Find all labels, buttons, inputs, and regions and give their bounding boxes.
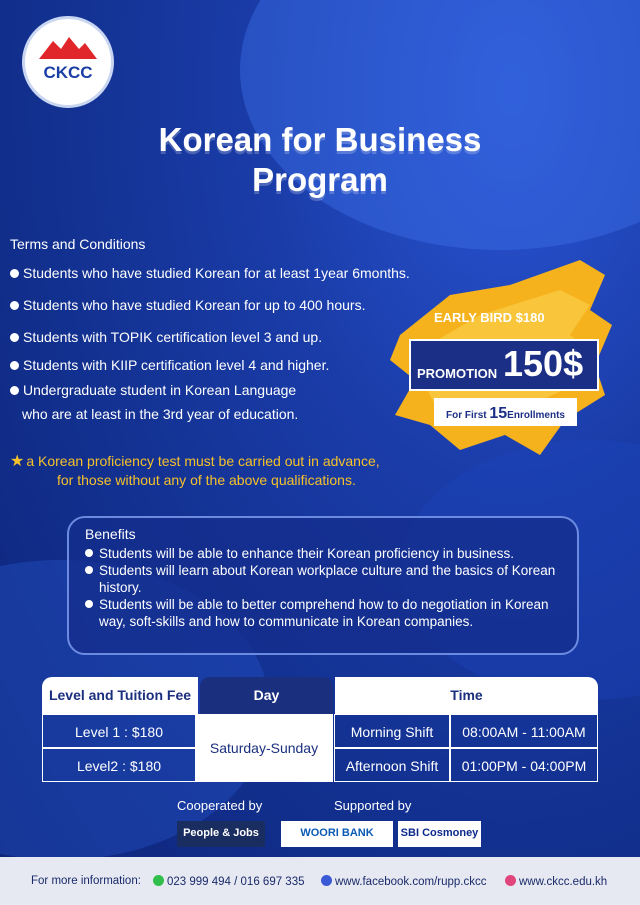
- early-bird-price: EARLY BIRD $180: [434, 310, 545, 325]
- table-header-time: Time: [335, 677, 598, 715]
- people-jobs-logo: People & Jobs: [177, 821, 265, 847]
- term-item-continuation: who are at least in the 3rd year of education.: [22, 406, 299, 422]
- footer-website-link[interactable]: www.ckcc.edu.kh: [505, 875, 607, 888]
- table-header-level: Level and Tuition Fee: [42, 677, 198, 715]
- table-cell-time: 01:00PM - 04:00PM: [450, 748, 598, 782]
- title-line-1: Korean for Business: [158, 121, 482, 158]
- term-item: Undergraduate student in Korean Language: [10, 382, 296, 398]
- table-cell-shift: Afternoon Shift: [334, 748, 450, 782]
- page-title: [0, 120, 640, 200]
- promotion-price: 150$: [503, 343, 584, 384]
- footer-label: For more information:: [31, 875, 141, 887]
- bullet-icon: [10, 301, 19, 310]
- bullet-icon: [10, 361, 19, 370]
- bullet-icon: [10, 333, 19, 342]
- logo-emblem-icon: [39, 37, 97, 59]
- table-cell-day: Saturday-Sunday: [195, 714, 333, 782]
- ckcc-logo: [22, 16, 114, 108]
- footer-phone: 023 999 494 / 016 697 335: [153, 875, 305, 888]
- bullet-icon: [85, 600, 93, 608]
- logo-text: CKCC: [43, 63, 93, 82]
- supported-label: Supported by: [334, 798, 412, 813]
- term-item: Students who have studied Korean for up to 400 hours.: [10, 297, 365, 313]
- footer: [0, 857, 640, 905]
- term-item: Students with KIIP certification level 4 and higher.: [10, 357, 329, 373]
- table-cell-time: 08:00AM - 11:00AM: [450, 714, 598, 748]
- benefit-item: Students will learn about Korean workplace culture and the basics of Korean history.: [85, 562, 561, 596]
- bullet-icon: [85, 549, 93, 557]
- term-item: Students who have studied Korean for at least 1year 6months.: [10, 265, 410, 281]
- cooperated-label: Cooperated by: [177, 798, 263, 813]
- title-line-2: Program: [252, 161, 388, 198]
- woori-bank-logo: WOORI BANK: [281, 821, 393, 847]
- bullet-icon: [85, 566, 93, 574]
- table-cell-level: Level2 : $180: [42, 748, 196, 782]
- sbi-cosmoney-logo: SBI Cosmoney: [398, 821, 481, 847]
- footer-facebook-link[interactable]: www.facebook.com/rupp.ckcc: [321, 875, 486, 888]
- benefit-item: Students will be able to better comprehend how to do negotiation in Korean way, soft-skills and how to communicate in Korean companies.: [85, 596, 561, 630]
- bullet-icon: [10, 269, 19, 278]
- promotion-box: [409, 339, 599, 391]
- bullet-icon: [10, 386, 19, 395]
- table-cell-shift: Morning Shift: [334, 714, 450, 748]
- term-item: Students with TOPIK certification level 3 and up.: [10, 329, 322, 345]
- phone-icon: [153, 875, 164, 886]
- facebook-icon: [321, 875, 332, 886]
- benefits-panel: [67, 516, 579, 655]
- benefits-heading: Benefits: [85, 526, 136, 542]
- enrollment-limit: For First 15Enrollments: [434, 398, 577, 426]
- promotion-label: PROMOTION: [417, 366, 498, 381]
- globe-icon: [505, 875, 516, 886]
- table-header-day: Day: [200, 677, 333, 715]
- requirement-note: ★ a Korean proficiency test must be carried out in advance, for those without any of the above qualifications.: [10, 453, 380, 488]
- table-cell-level: Level 1 : $180: [42, 714, 196, 748]
- benefit-item: Students will be able to enhance their Korean proficiency in business.: [85, 545, 561, 562]
- star-icon: ★: [10, 453, 25, 470]
- terms-heading: Terms and Conditions: [10, 236, 146, 252]
